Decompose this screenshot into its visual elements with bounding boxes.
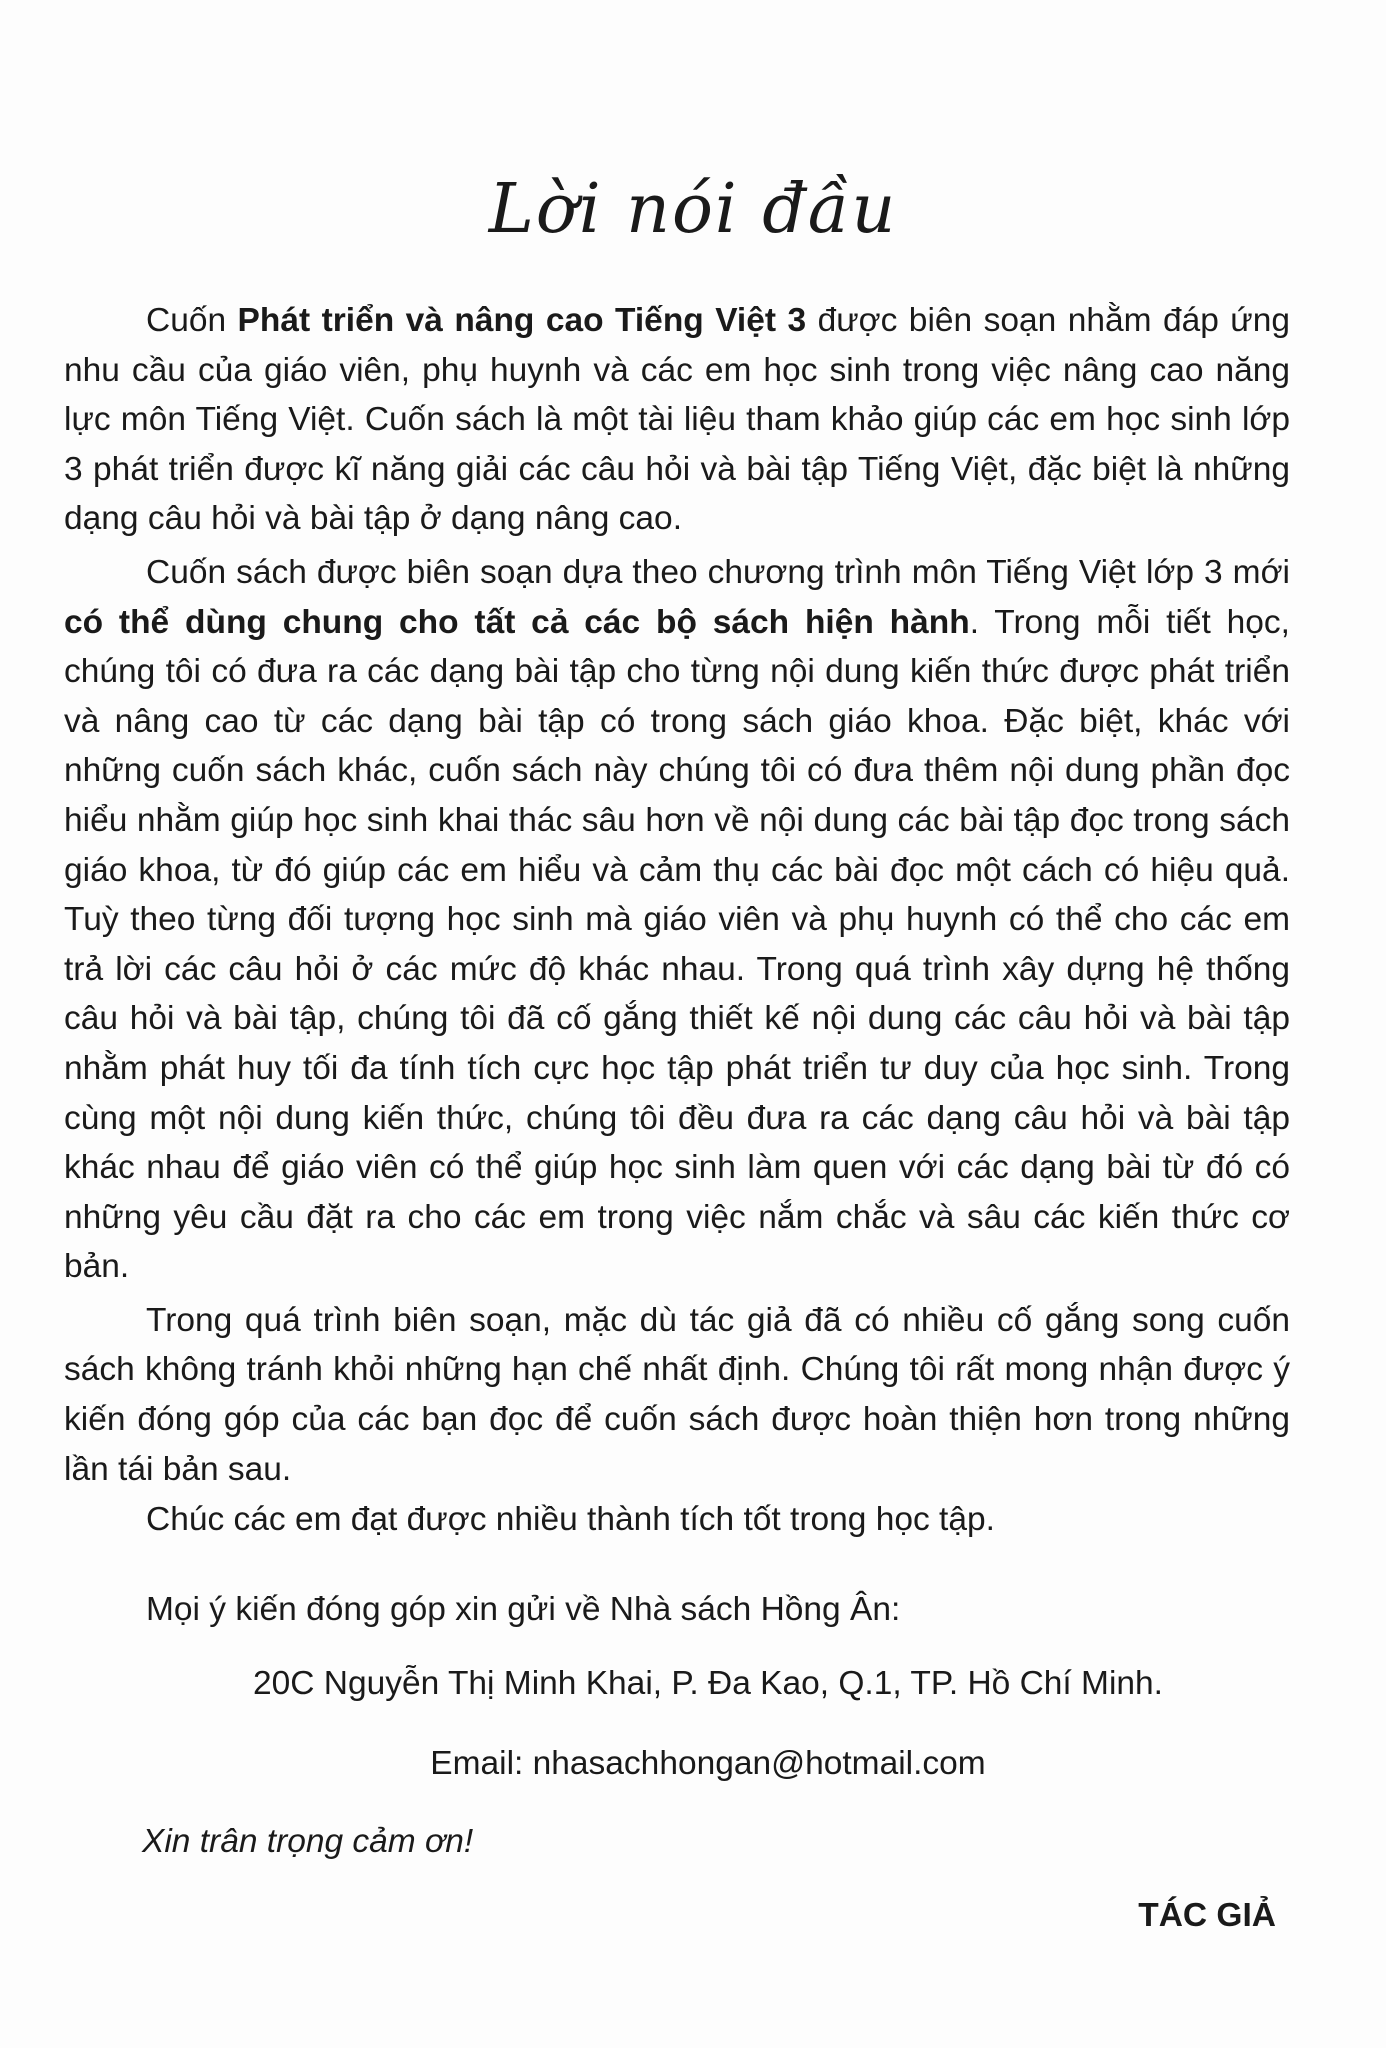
paragraph-text: được biên soạn nhằm đáp ứng nhu cầu của giáo viên, phụ huynh và các em học sinh trong việc nâng cao năng lực môn Tiếng Việt. Cuốn sách là một tài liệu tham khảo giúp các em học sinh lớp 3 phát triển được kĩ năng giải các câu hỏi và bài tập Tiếng Việt, đặc biệt là những dạng câu hỏi và bài tập ở dạng nâng cao.	[64, 302, 1290, 538]
page-title: Lời nói đầu	[488, 170, 898, 249]
paragraph-text: Cuốn sách được biên soạn dựa theo chương trình môn Tiếng Việt lớp 3 mới	[146, 553, 1290, 591]
preface-body	[64, 296, 1290, 1498]
paragraph-1	[64, 296, 1290, 544]
email-line: Email: nhasachhongan@hotmail.com	[430, 1745, 986, 1782]
thanks-line: Xin trân trọng cảm ơn!	[142, 1823, 474, 1860]
greeting-line: Chúc các em đạt được nhiều thành tích tốt trong học tập.	[146, 1501, 995, 1538]
paragraph-2	[64, 548, 1290, 1292]
book-title-bold: Phát triển và nâng cao Tiếng Việt 3	[237, 302, 807, 339]
paragraph-text: . Trong mỗi tiết học, chúng tôi có đưa ra các dạng bài tập cho từng nội dung kiến thức được phát triển và nâng cao từ các dạng bài tập có trong sách giáo khoa. Đặc biệt, khác với những cuốn sách khác, cuốn sách này chúng tôi có đưa thêm nội dung phần đọc hiểu nhằm giúp học sinh khai thác sâu hơn về nội dung các bài tập đọc trong sách giáo khoa, từ đó giúp các em hiểu và cảm thụ các bài đọc một cách có hiệu quả. Tuỳ theo từng đối tượng học sinh mà giáo viên và phụ huynh có thể cho các em trả lời các câu hỏi ở các mức độ khác nhau. Trong quá trình xây dựng hệ thống câu hỏi và bài tập, chúng tôi đã cố gắng thiết kế nội dung các câu hỏi và bài tập nhằm phát huy tối đa tính tích cực học tập phát triển tư duy của học sinh. Trong cùng một nội dung kiến thức, chúng tôi đều đưa ra các dạng câu hỏi và bài tập khác nhau để giáo viên có thể giúp học sinh làm quen với các dạng bài từ đó có những yêu cầu đặt ra cho các em trong việc nắm chắc và sâu các kiến thức cơ bản.	[64, 603, 1290, 1286]
contact-intro-line: Mọi ý kiến đóng góp xin gửi về Nhà sách Hồng Ân:	[146, 1591, 901, 1628]
paragraph-text: Cuốn	[146, 302, 238, 339]
address-line: 20C Nguyễn Thị Minh Khai, P. Đa Kao, Q.1, TP. Hồ Chí Minh.	[253, 1665, 1163, 1702]
paragraph-3	[64, 1296, 1290, 1494]
emphasis-bold: có thể dùng chung cho tất cả các bộ sách hiện hành	[64, 603, 970, 641]
author-signature: TÁC GIẢ	[1138, 1897, 1276, 1934]
paragraph-text: Trong quá trình biên soạn, mặc dù tác giả đã có nhiều cố gắng song cuốn sách không tránh khỏi những hạn chế nhất định. Chúng tôi rất mong nhận được ý kiến đóng góp của các bạn đọc để cuốn sách được hoàn thiện hơn trong những lần tái bản sau.	[64, 1301, 1290, 1488]
